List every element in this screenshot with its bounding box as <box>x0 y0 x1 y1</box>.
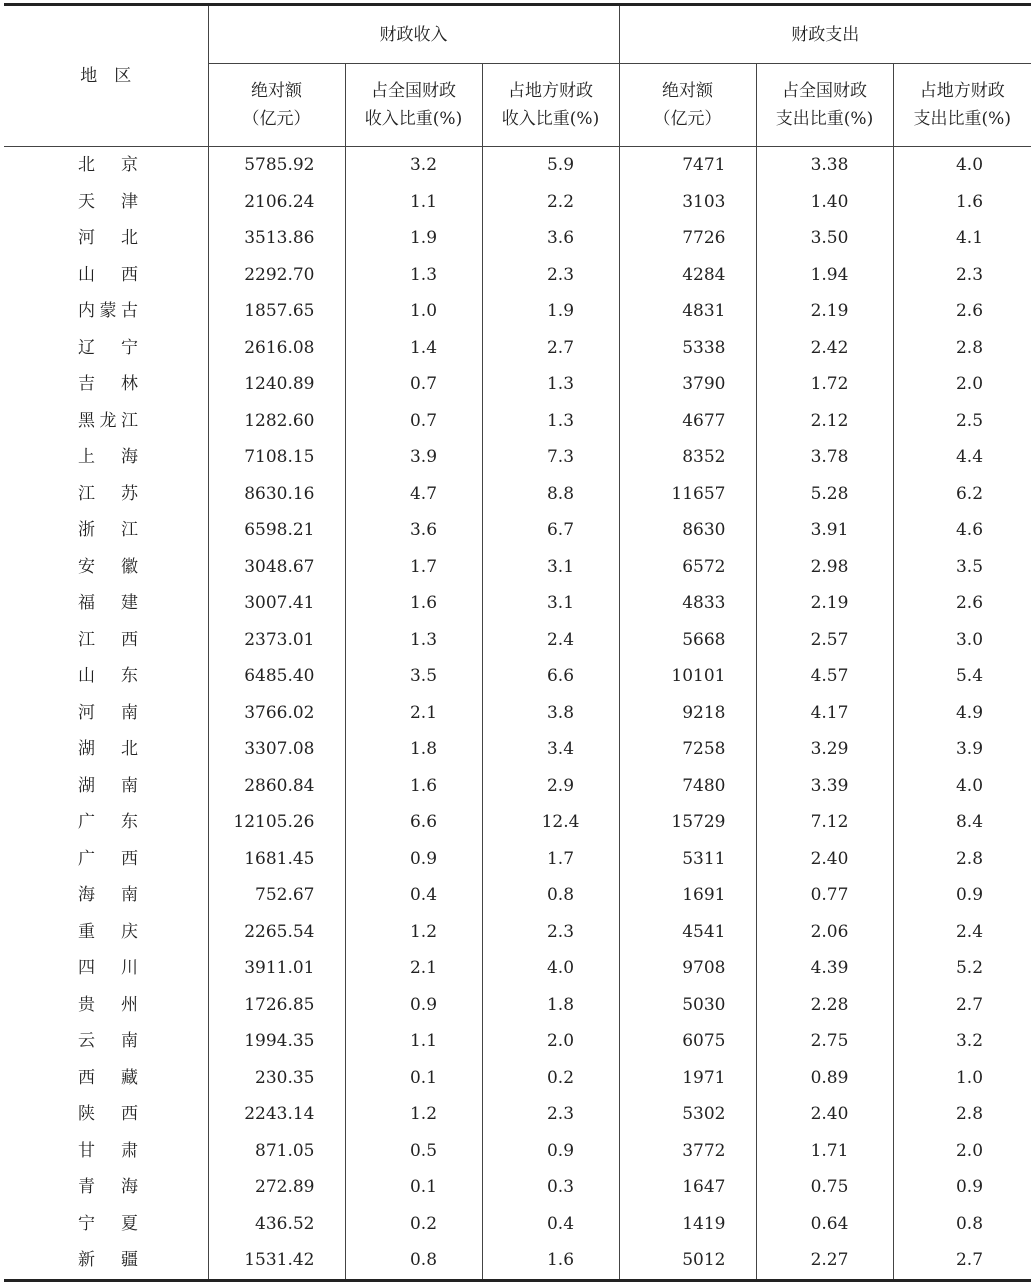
expenditure-absolute-cell: 8352 <box>619 439 756 476</box>
revenue-national-share-cell: 0.7 <box>345 366 482 403</box>
expenditure-national-share-cell: 4.17 <box>756 695 893 732</box>
revenue-local-share-cell: 1.9 <box>482 293 619 330</box>
region-name-text: 北京 <box>78 155 138 175</box>
expenditure-absolute-cell: 5302 <box>619 1096 756 1133</box>
expenditure-national-share-cell: 4.57 <box>756 658 893 695</box>
expenditure-absolute-cell: 5311 <box>619 841 756 878</box>
region-name <box>4 1242 208 1280</box>
revenue-local-share-cell: 1.8 <box>482 987 619 1024</box>
expenditure-group-header: 财政支出 <box>619 5 1031 64</box>
expenditure-local-share-cell: 3.5 <box>893 549 1031 586</box>
revenue-local-share-cell: 8.8 <box>482 476 619 513</box>
region-name <box>4 695 208 732</box>
region-name-text: 江西 <box>78 629 138 650</box>
region-name-text: 新疆 <box>78 1250 138 1270</box>
expenditure-absolute-cell: 6075 <box>619 1023 756 1060</box>
revenue-national-share-cell: 6.6 <box>345 804 482 841</box>
revenue-absolute-cell: 3766.02 <box>208 695 345 732</box>
expenditure-local-share-cell: 2.4 <box>893 914 1031 951</box>
expenditure-local-share-cell: 3.2 <box>893 1023 1031 1060</box>
revenue-national-share-cell: 1.1 <box>345 184 482 221</box>
region-name <box>4 1133 208 1170</box>
revenue-national-share-cell: 0.8 <box>345 1242 482 1280</box>
revenue-local-share-cell: 0.4 <box>482 1206 619 1243</box>
revenue-absolute-cell: 1994.35 <box>208 1023 345 1060</box>
expenditure-absolute-cell: 5030 <box>619 987 756 1024</box>
revenue-national-share-cell: 0.1 <box>345 1169 482 1206</box>
revenue-local-share-cell: 0.8 <box>482 877 619 914</box>
expenditure-national-share-cell: 0.75 <box>756 1169 893 1206</box>
table-row <box>4 950 1031 987</box>
table-row <box>4 1206 1031 1243</box>
revenue-absolute-cell: 3307.08 <box>208 731 345 768</box>
expenditure-national-share-cell: 0.89 <box>756 1060 893 1097</box>
expenditure-local-share-cell: 1.6 <box>893 184 1031 221</box>
revenue-absolute-cell: 871.05 <box>208 1133 345 1170</box>
table-row <box>4 1133 1031 1170</box>
region-name <box>4 1169 208 1206</box>
expenditure-absolute-cell: 5668 <box>619 622 756 659</box>
expenditure-national-share-cell: 2.98 <box>756 549 893 586</box>
expenditure-national-share-cell: 0.64 <box>756 1206 893 1243</box>
expenditure-national-share-cell: 1.94 <box>756 257 893 294</box>
region-name-text: 上海 <box>78 447 138 467</box>
revenue-national-share-cell: 3.9 <box>345 439 482 476</box>
revenue-local-share-cell: 3.8 <box>482 695 619 732</box>
expenditure-national-share-cell: 2.19 <box>756 585 893 622</box>
region-name <box>4 950 208 987</box>
revenue-group-header: 财政收入 <box>208 5 619 64</box>
revenue-absolute-cell: 1240.89 <box>208 366 345 403</box>
expenditure-local-share-cell: 4.0 <box>893 768 1031 805</box>
revenue-national-share-cell: 1.6 <box>345 768 482 805</box>
region-name <box>4 658 208 695</box>
expenditure-local-share-cell: 4.6 <box>893 512 1031 549</box>
region-name-text: 河南 <box>78 702 138 723</box>
region-name-text: 黑龙江 <box>78 410 138 431</box>
region-name-text: 安徽 <box>78 556 138 577</box>
revenue-absolute-cell: 5785.92 <box>208 147 345 184</box>
region-name-text: 广东 <box>78 812 138 832</box>
region-name-text: 河北 <box>78 228 138 248</box>
revenue-local-share-cell: 0.9 <box>482 1133 619 1170</box>
revenue-absolute-cell: 8630.16 <box>208 476 345 513</box>
expenditure-national-share-cell: 1.71 <box>756 1133 893 1170</box>
expenditure-absolute-cell: 4541 <box>619 914 756 951</box>
expenditure-absolute-cell: 9218 <box>619 695 756 732</box>
revenue-absolute-cell: 2243.14 <box>208 1096 345 1133</box>
region-name-text: 云南 <box>78 1031 138 1051</box>
region-name-text: 宁夏 <box>78 1213 138 1234</box>
expenditure-local-share-cell: 2.5 <box>893 403 1031 440</box>
table-row <box>4 1096 1031 1133</box>
table-row <box>4 184 1031 221</box>
table-row <box>4 914 1031 951</box>
table-row <box>4 476 1031 513</box>
revenue-local-share-cell: 0.3 <box>482 1169 619 1206</box>
col-expenditure-local-share: 占地方财政 支出比重(%) <box>893 64 1031 147</box>
table-row <box>4 512 1031 549</box>
region-name <box>4 147 208 184</box>
revenue-national-share-cell: 0.5 <box>345 1133 482 1170</box>
region-name-text: 青海 <box>78 1177 138 1197</box>
revenue-national-share-cell: 0.4 <box>345 877 482 914</box>
region-name-text: 陕西 <box>78 1104 138 1124</box>
region-name-text: 海南 <box>78 885 138 905</box>
expenditure-absolute-cell: 4833 <box>619 585 756 622</box>
expenditure-absolute-cell: 4677 <box>619 403 756 440</box>
revenue-local-share-cell: 1.6 <box>482 1242 619 1280</box>
expenditure-absolute-cell: 10101 <box>619 658 756 695</box>
revenue-national-share-cell: 1.0 <box>345 293 482 330</box>
expenditure-local-share-cell: 4.4 <box>893 439 1031 476</box>
region-name <box>4 330 208 367</box>
revenue-national-share-cell: 2.1 <box>345 695 482 732</box>
revenue-absolute-cell: 230.35 <box>208 1060 345 1097</box>
table-row <box>4 1023 1031 1060</box>
expenditure-local-share-cell: 2.8 <box>893 841 1031 878</box>
expenditure-local-share-cell: 2.8 <box>893 330 1031 367</box>
expenditure-local-share-cell: 2.7 <box>893 1242 1031 1280</box>
region-name-text: 山东 <box>78 666 138 686</box>
expenditure-national-share-cell: 2.28 <box>756 987 893 1024</box>
region-name-text: 四川 <box>78 958 138 978</box>
revenue-national-share-cell: 1.8 <box>345 731 482 768</box>
expenditure-local-share-cell: 2.0 <box>893 366 1031 403</box>
expenditure-national-share-cell: 2.19 <box>756 293 893 330</box>
revenue-local-share-cell: 2.3 <box>482 1096 619 1133</box>
expenditure-local-share-cell: 2.8 <box>893 1096 1031 1133</box>
expenditure-absolute-cell: 7258 <box>619 731 756 768</box>
expenditure-national-share-cell: 2.06 <box>756 914 893 951</box>
revenue-national-share-cell: 0.9 <box>345 841 482 878</box>
revenue-national-share-cell: 3.5 <box>345 658 482 695</box>
revenue-local-share-cell: 3.1 <box>482 549 619 586</box>
expenditure-local-share-cell: 5.2 <box>893 950 1031 987</box>
expenditure-local-share-cell: 1.0 <box>893 1060 1031 1097</box>
revenue-national-share-cell: 3.2 <box>345 147 482 184</box>
expenditure-national-share-cell: 3.38 <box>756 147 893 184</box>
revenue-national-share-cell: 0.9 <box>345 987 482 1024</box>
col-revenue-national-share: 占全国财政 收入比重(%) <box>345 64 482 147</box>
revenue-local-share-cell: 2.2 <box>482 184 619 221</box>
expenditure-national-share-cell: 3.91 <box>756 512 893 549</box>
region-name <box>4 768 208 805</box>
table-row <box>4 403 1031 440</box>
table-row <box>4 147 1031 184</box>
region-name <box>4 184 208 221</box>
region-header: 地 区 <box>4 5 208 147</box>
expenditure-national-share-cell: 3.39 <box>756 768 893 805</box>
region-name-text: 山西 <box>78 264 138 285</box>
table-row <box>4 804 1031 841</box>
region-name <box>4 877 208 914</box>
region-name-text: 辽宁 <box>78 337 138 358</box>
revenue-absolute-cell: 12105.26 <box>208 804 345 841</box>
revenue-local-share-cell: 4.0 <box>482 950 619 987</box>
revenue-local-share-cell: 2.4 <box>482 622 619 659</box>
revenue-absolute-cell: 1282.60 <box>208 403 345 440</box>
expenditure-absolute-cell: 4831 <box>619 293 756 330</box>
expenditure-national-share-cell: 5.28 <box>756 476 893 513</box>
expenditure-local-share-cell: 6.2 <box>893 476 1031 513</box>
revenue-absolute-cell: 436.52 <box>208 1206 345 1243</box>
expenditure-local-share-cell: 4.0 <box>893 147 1031 184</box>
region-name <box>4 476 208 513</box>
table-row <box>4 622 1031 659</box>
expenditure-national-share-cell: 2.57 <box>756 622 893 659</box>
expenditure-local-share-cell: 0.8 <box>893 1206 1031 1243</box>
expenditure-national-share-cell: 3.50 <box>756 220 893 257</box>
revenue-absolute-cell: 3048.67 <box>208 549 345 586</box>
table-row <box>4 841 1031 878</box>
expenditure-local-share-cell: 8.4 <box>893 804 1031 841</box>
revenue-national-share-cell: 4.7 <box>345 476 482 513</box>
revenue-local-share-cell: 5.9 <box>482 147 619 184</box>
table-row <box>4 549 1031 586</box>
revenue-absolute-cell: 6598.21 <box>208 512 345 549</box>
expenditure-national-share-cell: 2.12 <box>756 403 893 440</box>
col-revenue-local-share: 占地方财政 收入比重(%) <box>482 64 619 147</box>
region-name <box>4 841 208 878</box>
revenue-national-share-cell: 1.9 <box>345 220 482 257</box>
region-name <box>4 1023 208 1060</box>
table-row <box>4 1060 1031 1097</box>
expenditure-national-share-cell: 1.40 <box>756 184 893 221</box>
revenue-local-share-cell: 1.3 <box>482 366 619 403</box>
revenue-national-share-cell: 1.4 <box>345 330 482 367</box>
region-name-text: 西藏 <box>78 1067 138 1088</box>
expenditure-absolute-cell: 5338 <box>619 330 756 367</box>
table-row <box>4 987 1031 1024</box>
revenue-local-share-cell: 2.0 <box>482 1023 619 1060</box>
revenue-national-share-cell: 1.2 <box>345 914 482 951</box>
table-row <box>4 439 1031 476</box>
revenue-national-share-cell: 1.6 <box>345 585 482 622</box>
table-row <box>4 768 1031 805</box>
expenditure-absolute-cell: 7471 <box>619 147 756 184</box>
table-row <box>4 877 1031 914</box>
expenditure-national-share-cell: 2.27 <box>756 1242 893 1280</box>
table-row <box>4 366 1031 403</box>
expenditure-local-share-cell: 4.9 <box>893 695 1031 732</box>
revenue-national-share-cell: 1.3 <box>345 257 482 294</box>
region-name-text: 福建 <box>78 593 138 613</box>
revenue-national-share-cell: 0.7 <box>345 403 482 440</box>
table-row <box>4 220 1031 257</box>
revenue-absolute-cell: 1726.85 <box>208 987 345 1024</box>
expenditure-local-share-cell: 2.3 <box>893 257 1031 294</box>
region-name-text: 吉林 <box>78 374 138 394</box>
table-body <box>4 147 1031 1281</box>
revenue-absolute-cell: 272.89 <box>208 1169 345 1206</box>
revenue-local-share-cell: 6.6 <box>482 658 619 695</box>
table-row <box>4 1169 1031 1206</box>
revenue-local-share-cell: 3.6 <box>482 220 619 257</box>
revenue-absolute-cell: 2373.01 <box>208 622 345 659</box>
region-name <box>4 257 208 294</box>
expenditure-absolute-cell: 1971 <box>619 1060 756 1097</box>
expenditure-absolute-cell: 1691 <box>619 877 756 914</box>
expenditure-local-share-cell: 2.6 <box>893 585 1031 622</box>
region-name-text: 江苏 <box>78 483 138 504</box>
revenue-local-share-cell: 7.3 <box>482 439 619 476</box>
expenditure-absolute-cell: 3790 <box>619 366 756 403</box>
revenue-national-share-cell: 1.2 <box>345 1096 482 1133</box>
revenue-local-share-cell: 6.7 <box>482 512 619 549</box>
table-row <box>4 293 1031 330</box>
expenditure-national-share-cell: 0.77 <box>756 877 893 914</box>
expenditure-local-share-cell: 3.9 <box>893 731 1031 768</box>
revenue-absolute-cell: 3911.01 <box>208 950 345 987</box>
expenditure-local-share-cell: 0.9 <box>893 877 1031 914</box>
table-row <box>4 731 1031 768</box>
table-row <box>4 257 1031 294</box>
revenue-local-share-cell: 3.4 <box>482 731 619 768</box>
expenditure-absolute-cell: 15729 <box>619 804 756 841</box>
expenditure-national-share-cell: 3.78 <box>756 439 893 476</box>
expenditure-absolute-cell: 9708 <box>619 950 756 987</box>
table-row <box>4 330 1031 367</box>
expenditure-absolute-cell: 1419 <box>619 1206 756 1243</box>
expenditure-absolute-cell: 3772 <box>619 1133 756 1170</box>
region-name <box>4 914 208 951</box>
expenditure-national-share-cell: 2.75 <box>756 1023 893 1060</box>
region-name-text: 天津 <box>78 191 138 212</box>
revenue-local-share-cell: 1.7 <box>482 841 619 878</box>
revenue-absolute-cell: 3007.41 <box>208 585 345 622</box>
region-name-text: 内蒙古 <box>78 301 138 321</box>
expenditure-local-share-cell: 2.6 <box>893 293 1031 330</box>
expenditure-local-share-cell: 2.0 <box>893 1133 1031 1170</box>
region-name <box>4 1206 208 1243</box>
revenue-absolute-cell: 2860.84 <box>208 768 345 805</box>
revenue-local-share-cell: 2.3 <box>482 257 619 294</box>
table-row <box>4 695 1031 732</box>
region-name <box>4 1096 208 1133</box>
expenditure-absolute-cell: 5012 <box>619 1242 756 1280</box>
revenue-national-share-cell: 1.3 <box>345 622 482 659</box>
revenue-absolute-cell: 1681.45 <box>208 841 345 878</box>
revenue-national-share-cell: 1.1 <box>345 1023 482 1060</box>
revenue-local-share-cell: 2.7 <box>482 330 619 367</box>
expenditure-absolute-cell: 8630 <box>619 512 756 549</box>
revenue-absolute-cell: 2106.24 <box>208 184 345 221</box>
region-name-text: 广西 <box>78 848 138 869</box>
region-name <box>4 403 208 440</box>
revenue-local-share-cell: 12.4 <box>482 804 619 841</box>
region-name <box>4 585 208 622</box>
expenditure-local-share-cell: 3.0 <box>893 622 1031 659</box>
expenditure-local-share-cell: 2.7 <box>893 987 1031 1024</box>
revenue-national-share-cell: 3.6 <box>345 512 482 549</box>
expenditure-absolute-cell: 1647 <box>619 1169 756 1206</box>
region-name-text: 湖北 <box>78 739 138 759</box>
revenue-absolute-cell: 7108.15 <box>208 439 345 476</box>
expenditure-national-share-cell: 2.40 <box>756 1096 893 1133</box>
revenue-local-share-cell: 2.3 <box>482 914 619 951</box>
col-revenue-absolute: 绝对额 （亿元） <box>208 64 345 147</box>
revenue-absolute-cell: 2292.70 <box>208 257 345 294</box>
region-name-text: 贵州 <box>78 994 138 1015</box>
region-name <box>4 622 208 659</box>
expenditure-absolute-cell: 3103 <box>619 184 756 221</box>
revenue-national-share-cell: 0.2 <box>345 1206 482 1243</box>
revenue-local-share-cell: 3.1 <box>482 585 619 622</box>
region-name <box>4 366 208 403</box>
region-name <box>4 220 208 257</box>
expenditure-national-share-cell: 7.12 <box>756 804 893 841</box>
revenue-national-share-cell: 0.1 <box>345 1060 482 1097</box>
region-name-text: 浙江 <box>78 520 138 540</box>
expenditure-absolute-cell: 4284 <box>619 257 756 294</box>
expenditure-national-share-cell: 2.40 <box>756 841 893 878</box>
region-name-text: 湖南 <box>78 775 138 796</box>
table-row <box>4 1242 1031 1280</box>
expenditure-absolute-cell: 6572 <box>619 549 756 586</box>
region-name-text: 甘肃 <box>78 1140 138 1161</box>
region-name <box>4 804 208 841</box>
region-name <box>4 512 208 549</box>
region-name <box>4 549 208 586</box>
expenditure-national-share-cell: 1.72 <box>756 366 893 403</box>
expenditure-local-share-cell: 4.1 <box>893 220 1031 257</box>
revenue-absolute-cell: 2265.54 <box>208 914 345 951</box>
revenue-local-share-cell: 2.9 <box>482 768 619 805</box>
expenditure-local-share-cell: 0.9 <box>893 1169 1031 1206</box>
region-name <box>4 731 208 768</box>
table-row <box>4 585 1031 622</box>
col-expenditure-national-share: 占全国财政 支出比重(%) <box>756 64 893 147</box>
revenue-absolute-cell: 6485.40 <box>208 658 345 695</box>
expenditure-absolute-cell: 7726 <box>619 220 756 257</box>
revenue-absolute-cell: 752.67 <box>208 877 345 914</box>
revenue-local-share-cell: 0.2 <box>482 1060 619 1097</box>
revenue-absolute-cell: 2616.08 <box>208 330 345 367</box>
expenditure-national-share-cell: 4.39 <box>756 950 893 987</box>
expenditure-absolute-cell: 11657 <box>619 476 756 513</box>
region-name <box>4 293 208 330</box>
col-expenditure-absolute: 绝对额 （亿元） <box>619 64 756 147</box>
fiscal-table <box>4 3 1031 1282</box>
revenue-national-share-cell: 1.7 <box>345 549 482 586</box>
region-name-text: 重庆 <box>78 921 138 942</box>
expenditure-national-share-cell: 3.29 <box>756 731 893 768</box>
expenditure-absolute-cell: 7480 <box>619 768 756 805</box>
revenue-local-share-cell: 1.3 <box>482 403 619 440</box>
revenue-absolute-cell: 1531.42 <box>208 1242 345 1280</box>
revenue-absolute-cell: 1857.65 <box>208 293 345 330</box>
region-name <box>4 987 208 1024</box>
region-name <box>4 439 208 476</box>
table-row <box>4 658 1031 695</box>
expenditure-national-share-cell: 2.42 <box>756 330 893 367</box>
region-name <box>4 1060 208 1097</box>
revenue-absolute-cell: 3513.86 <box>208 220 345 257</box>
expenditure-local-share-cell: 5.4 <box>893 658 1031 695</box>
revenue-national-share-cell: 2.1 <box>345 950 482 987</box>
